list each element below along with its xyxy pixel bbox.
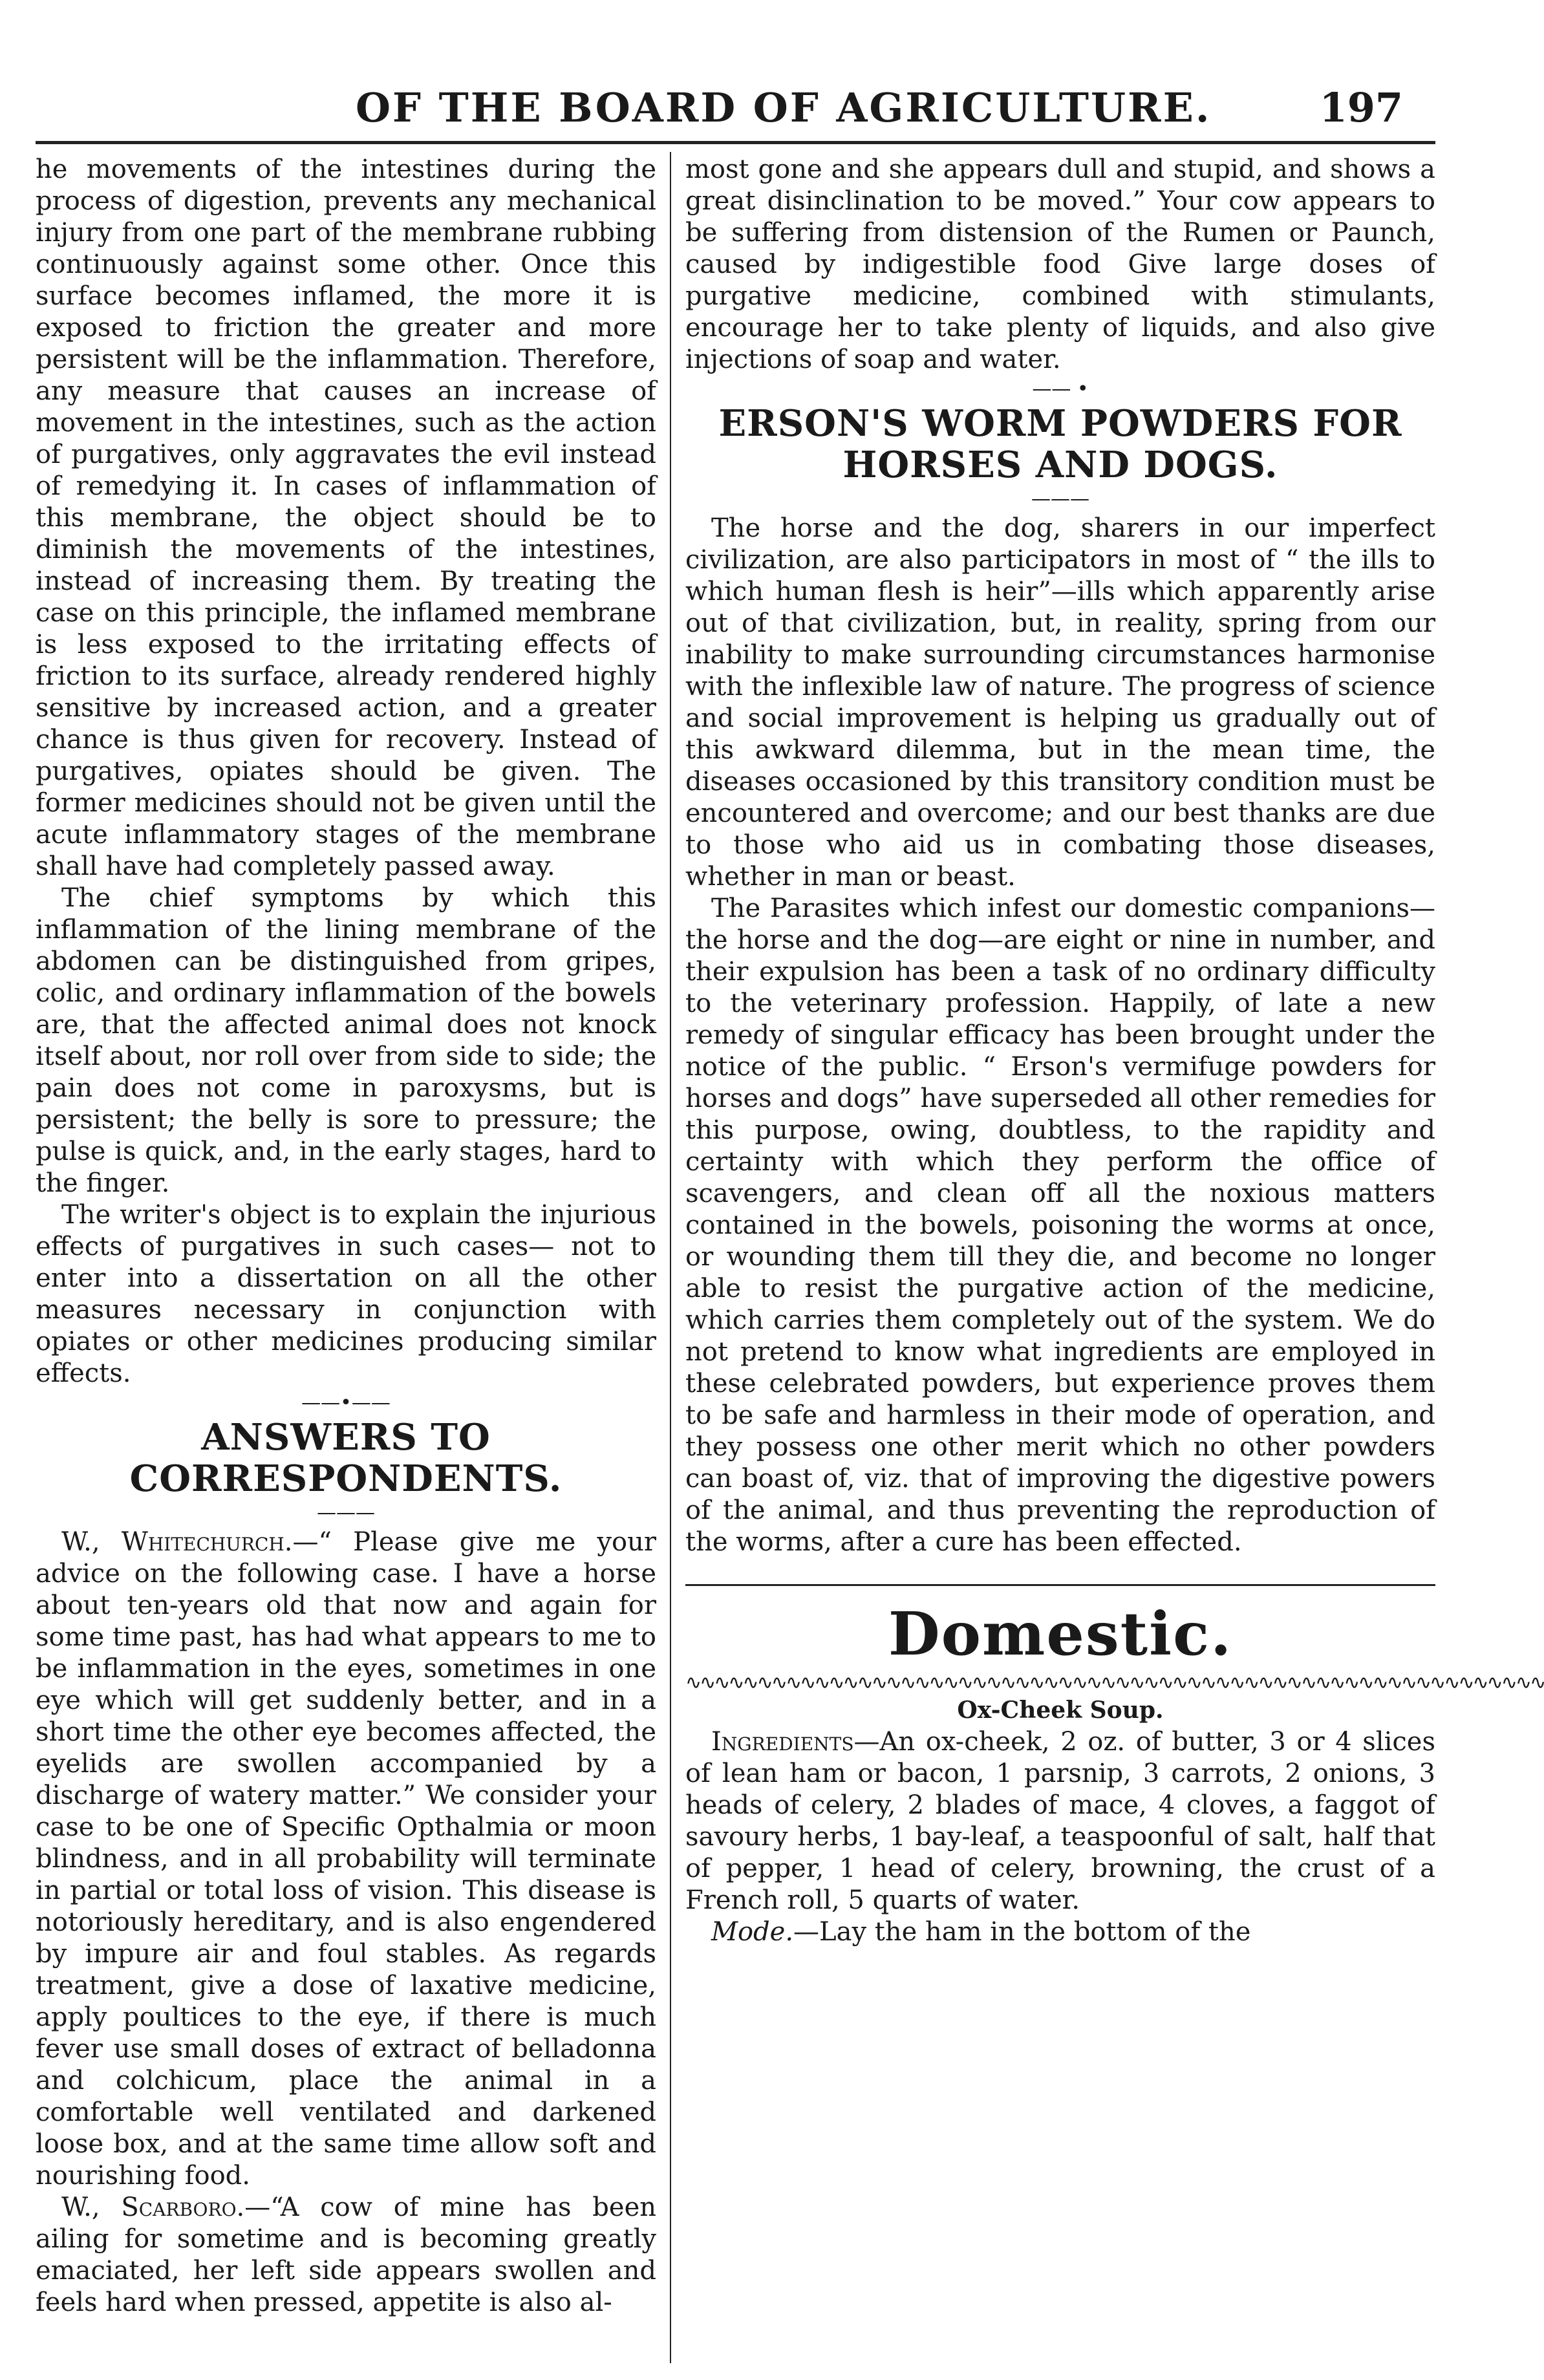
domestic-heading: Domestic. (888, 1599, 1233, 1669)
page-header (19, 78, 1442, 129)
recipe-ingredients (685, 1726, 1435, 1916)
article-paragraph: The chief symptoms by which this inflammation of the lining membrane of the abdomen can be distinguished from gripes, colic, and ordinary inflammation of the bowels are, that the affected animal does not knock itself about, nor roll over from side to side; the pain does not come in paroxysms, but is persistent; the belly is sore to pressure; the pulse is quick, and, in the early stages, hard to the finger. (36, 883, 656, 1198)
mode-text: —Lay the ham in the bottom of the (793, 1917, 1251, 1947)
heading-rule: ——— (1031, 488, 1089, 510)
page-number: 197 (1319, 84, 1403, 131)
wavy-rule: ∿∿∿∿∿∿∿∿∿∿∿∿∿∿∿∿∿∿∿∿∿∿∿∿∿∿∿∿∿∿∿∿∿∿∿∿∿∿∿∿∿∿∿∿∿∿∿∿∿∿∿∿∿∿∿∿∿∿∿∿ (685, 1671, 1544, 1694)
correspondence-entry (36, 1527, 656, 2192)
running-title: OF THE BOARD OF AGRICULTURE. (356, 84, 1212, 131)
section-heading-line2: HORSES AND DOGS. (842, 444, 1278, 486)
article-paragraph: most gone and she appears dull and stupid, and shows a great disinclination to be moved.” Your cow appears to be suffering from distension of the Rumen or Paunch, caused by indigestible food Give large doses of purgative medicine, combined with stimulants, encourage her to take plenty of liquids, and also give injections of soap and water. (685, 155, 1435, 374)
ingredients-label: Ingredients (711, 1727, 854, 1757)
column-divider (670, 152, 671, 2363)
mode-label: Mode. (711, 1917, 794, 1947)
article-paragraph: The writer's object is to explain the injurious effects of purgatives in such cases— not to enter into a dissertation on all the other measures necessary in conjunction with opiates or other medicines producing similar effects. (36, 1200, 656, 1388)
separator-ornament: —— • (1032, 378, 1089, 400)
section-rule (685, 1584, 1435, 1586)
article-paragraph: The Parasites which infest our domestic companions—the horse and the dog—are eight or nine in number, and their expulsion has been a task of no ordinary difficulty to the veterinary profession. Happily, of late a new remedy of singular efficacy has been brought under the notice of the public. “ Erson's vermifuge powders for horses and dogs” have superseded all other remedies for this purpose, owing, doubtless, to the rapidity and certainty with which they perform the office of scavengers, and clean off all the noxious matters contained in the bowels, poisoning the worms at once, or wounding them till they die, and become no longer able to resist the purgative action of the medicine, which carries them completely out of the system. We do not pretend to know what ingredients are employed in these celebrated powders, but experience proves them to be safe and harmless in their mode of operation, and they possess one other merit which no other powders can boast of, viz. that of improving the digestive powers of the animal, and thus preventing the reproduction of the worms, after a cure has been effected. (685, 894, 1435, 1557)
recipe-title: Ox-Cheek Soup. (957, 1697, 1164, 1724)
separator-ornament: ——•—— (301, 1391, 391, 1414)
correspondent-name: W., Scarboro. (61, 2192, 245, 2222)
heading-rule: ——— (317, 1501, 375, 1524)
article-paragraph: he movements of the intestines during the process of digestion, prevents any mechanical injury from one part of the membrane rubbing continuously against some other. Once this surface becomes inflamed, the more it is exposed to friction the greater and more persistent will be the inflammation. Therefore, any measure that causes an increase of movement in the intestines, such as the action of purgatives, only aggravates the evil instead of remedying it. In cases of inflammation of this membrane, the object should be to diminish the movements of the intestines, instead of increasing them. By treating the case on this principle, the inflamed membrane is less exposed to the irritating effects of friction to its surface, already rendered highly sensitive by increased action, and a greater chance is thus given for recovery. Instead of purgatives, opiates should be given. The former medicines should not be given until the acute inflammatory stages of the membrane shall have had completely passed away. (36, 155, 656, 881)
article-paragraph: The horse and the dog, sharers in our imperfect civilization, are also participators in most of “ the ills to which human flesh is heir”—ills which apparently arise out of that civilization, but, in reality, spring from our inability to make surrounding circumstances harmonise with the inflexible law of nature. The progress of science and social improvement is helping us gradually out of this awkward dilemma, but in the mean time, the diseases occasioned by this transitory condition must be encountered and overcome; and our best thanks are due to those who aid us in combating those diseases, whether in man or beast. (685, 513, 1435, 892)
correspondence-entry (36, 2192, 656, 2319)
section-heading: ANSWERS TO CORRESPONDENTS. (129, 1416, 563, 1500)
right-column (685, 154, 1544, 1948)
correspondence-text: —“ Please give me your advice on the following case. I have a horse about ten-years old that now and again for some time past, has had what appears to me to be inflammation in the eyes, sometimes in one eye which will get suddenly better, and in a short time the other eye becomes affected, the eyelids are swollen accompanied by a discharge of watery matter.” We consider your case to be one of Specific Opthalmia or moon blindness, and in all probability will terminate in partial or total loss of vision. This disease is notoriously hereditary, and is also engendered by impure air and foul stables. As regards treatment, give a dose of laxative medicine, apply poultices to the eye, if there is much fever use small doses of extract of belladonna and colchicum, place the animal in a comfortable well ventilated and darkened loose box, and at the same time allow soft and nourishing food. (36, 1527, 656, 2191)
ingredients-text: —An ox-cheek, 2 oz. of butter, 3 or 4 slices of lean ham or bacon, 1 parsnip, 3 carrots, 2 onions, 3 heads of celery, 2 blades of mace, 4 cloves, a faggot of savoury herbs, 1 bay-leaf, a teaspoonful of salt, half that of pepper, 1 head of celery, browning, the crust of a French roll, 5 quarts of water. (685, 1727, 1435, 1915)
section-heading-line1: ERSON'S WORM POWDERS FOR (718, 402, 1402, 445)
correspondence-text: —“A cow of mine has been ailing for sometime and is becoming greatly emaciated, her left side appears swollen and feels hard when pressed, appetite is also al- (36, 2192, 656, 2317)
recipe-mode (685, 1916, 1435, 1948)
header-rule (36, 141, 1435, 144)
left-column (36, 154, 656, 2319)
correspondent-name: W., Whitechurch. (61, 1527, 293, 1557)
